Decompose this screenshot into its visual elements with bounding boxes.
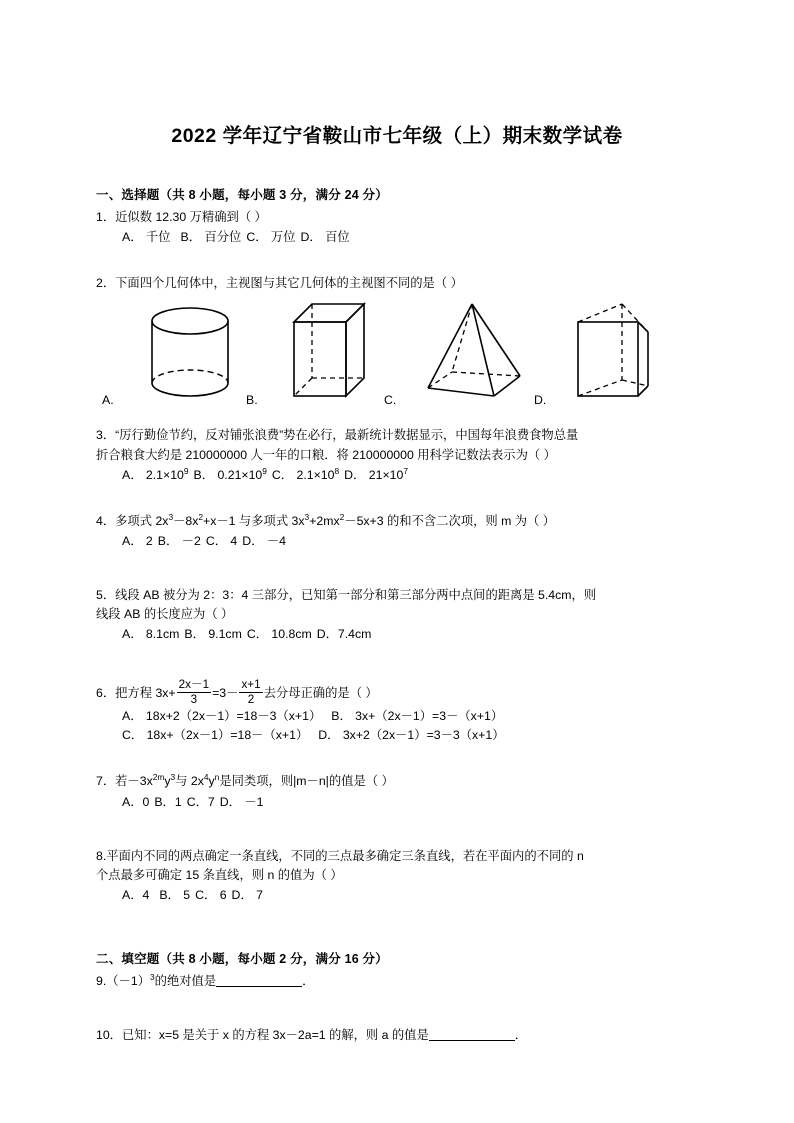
option-c[interactable]: C． 6 (195, 887, 227, 902)
option-b[interactable]: B．1 (154, 794, 182, 809)
option-a[interactable]: A． 千位 (122, 230, 171, 245)
question-5-stem-line-1: 5．线段 AB 被分为 2：3：4 三部分，已知第一部分和第三部分两中点间的距离是 5.4cm，则 (96, 587, 597, 602)
option-d[interactable]: D． 百位 (300, 230, 350, 245)
option-d[interactable]: D． 7 (231, 887, 263, 902)
figure-label-c: C. (384, 393, 397, 408)
option-b[interactable]: B． 百分位 (180, 230, 242, 245)
question-6-options-line-2 (122, 726, 698, 745)
answer-blank-9[interactable] (216, 986, 302, 987)
question-4-options (96, 531, 698, 551)
fraction-1: $\frac{2x-1}{3}$ (178, 677, 210, 707)
option-c[interactable]: C． 10.8cm (246, 626, 312, 641)
triangular-prism-figure (572, 298, 654, 407)
question-6-options (96, 706, 698, 745)
option-a[interactable]: A． 2 (122, 533, 153, 548)
question-8-options (96, 885, 698, 905)
question-8-stem-line-1: 8.平面内不同的两点确定一条直线，不同的三点最多确定三条直线，若在平面内的不同的 n (96, 848, 584, 863)
question-5-options (96, 624, 698, 644)
section-header-choice: 一、选择题（共 8 小题，每小题 3 分，满分 24 分） (96, 188, 388, 203)
question-7 (96, 767, 698, 811)
question-8 (96, 842, 698, 905)
fraction-2: $\frac{x+1}{2}$ (241, 677, 261, 707)
option-a[interactable]: A．0 (122, 794, 150, 809)
question-3-options (96, 465, 698, 485)
question-7-stem: 7．若$-3x^{2m}y^3$与 $2x^4y^n$是同类项，则|m－n|的值是（ ） (96, 772, 394, 789)
option-a[interactable]: A． $2.1\times 10^9$ (122, 465, 189, 482)
cylinder-figure (144, 302, 236, 407)
option-c[interactable]: C． 4 (205, 533, 238, 548)
square-pyramid-figure (422, 298, 526, 407)
question-5-stem-line-2: 线段 AB 的长度应为（ ） (96, 606, 234, 621)
option-c[interactable]: C． $2.1\times 10^8$ (271, 465, 340, 482)
option-d[interactable]: D． －1 (219, 794, 264, 809)
question-2-stem: 2．下面四个几何体中，主视图与其它几何体的主视图不同的是（ ） (96, 276, 463, 291)
question-3 (96, 421, 698, 484)
question-4-stem: 4．多项式 $2x^3-8x^2+x-1$ 与多项式 $3x^3+2mx^2-5x+3$ 的和不含二次项，则 m 为（ ） (96, 511, 556, 528)
question-10-stem: 10．已知：x=5 是关于 x 的方程 3x－2a=1 的解，则 a 的值是 ． (96, 1027, 528, 1042)
option-c[interactable]: C． 万位 (246, 230, 296, 245)
figure-label-a: A. (102, 393, 114, 408)
figure-label-b: B. (246, 393, 258, 408)
question-3-stem-line-1: 3．“厉行勤俭节约，反对铺张浪费”势在必行，最新统计数据显示，中国每年浪费食物总量 (96, 428, 579, 443)
question-2 (96, 269, 698, 293)
option-c[interactable]: C．7 (186, 794, 215, 809)
rectangular-prism-figure (286, 298, 372, 407)
option-b[interactable]: B． $0.21\times 10^9$ (193, 465, 267, 482)
question-10 (96, 1021, 698, 1045)
option-a[interactable]: A． 8.1cm (122, 626, 180, 641)
option-a[interactable]: A．4 (122, 887, 150, 902)
question-1-options (96, 227, 698, 247)
option-d[interactable]: D．7.4cm (316, 626, 372, 641)
option-b[interactable]: B． 9.1cm (184, 626, 242, 641)
question-3-stem-line-2: 折合粮食大约是 210000000 人一年的口粮．将 210000000 用科学记数法表示为（ ） (96, 447, 556, 462)
question-5 (96, 581, 698, 644)
question-2-figures (96, 299, 698, 407)
option-d[interactable]: D． $21\times 10^7$ (344, 465, 408, 482)
option-b[interactable]: B． 5 (159, 887, 191, 902)
question-4 (96, 507, 698, 551)
option-d[interactable]: D． －4 (242, 533, 286, 548)
option-a[interactable]: A． 18x+2（2x－1）=18－3（x+1） (122, 709, 322, 724)
section-header-fill-blank: 二、填空题（共 8 小题，每小题 2 分，满分 16 分） (96, 951, 388, 966)
question-6-options-line-1 (122, 707, 698, 726)
question-1-stem: 1．近似数 12.30 万精确到（ ） (96, 210, 267, 225)
question-9-stem: $9.(-1)^3$的绝对值是 ． (96, 971, 315, 988)
answer-blank-10[interactable] (429, 1040, 515, 1041)
question-9 (96, 967, 698, 991)
option-b[interactable]: B． 3x+（2x－1）=3－（x+1） (331, 709, 504, 724)
question-7-options (96, 792, 698, 812)
question-8-stem-line-2: 个点最多可确定 15 条直线，则 n 的值为（ ） (96, 867, 343, 882)
page-title: 2022 学年辽宁省鞍山市七年级（上）期末数学试卷 (171, 125, 623, 147)
question-1 (96, 203, 698, 247)
option-c[interactable]: C． 18x+（2x－1）=18－（x+1） (122, 728, 309, 743)
question-6-stem: 6．把方程 3x+ $\frac{2x-1}{3}$ =3－ $\frac{x+1}{2}$ 去分母正确的是（ ） (96, 677, 378, 707)
option-d[interactable]: D． 3x+2（2x－1）=3－3（x+1） (318, 728, 505, 743)
option-b[interactable]: B． －2 (157, 533, 201, 548)
figure-label-d: D. (534, 393, 547, 408)
question-6 (96, 674, 698, 746)
